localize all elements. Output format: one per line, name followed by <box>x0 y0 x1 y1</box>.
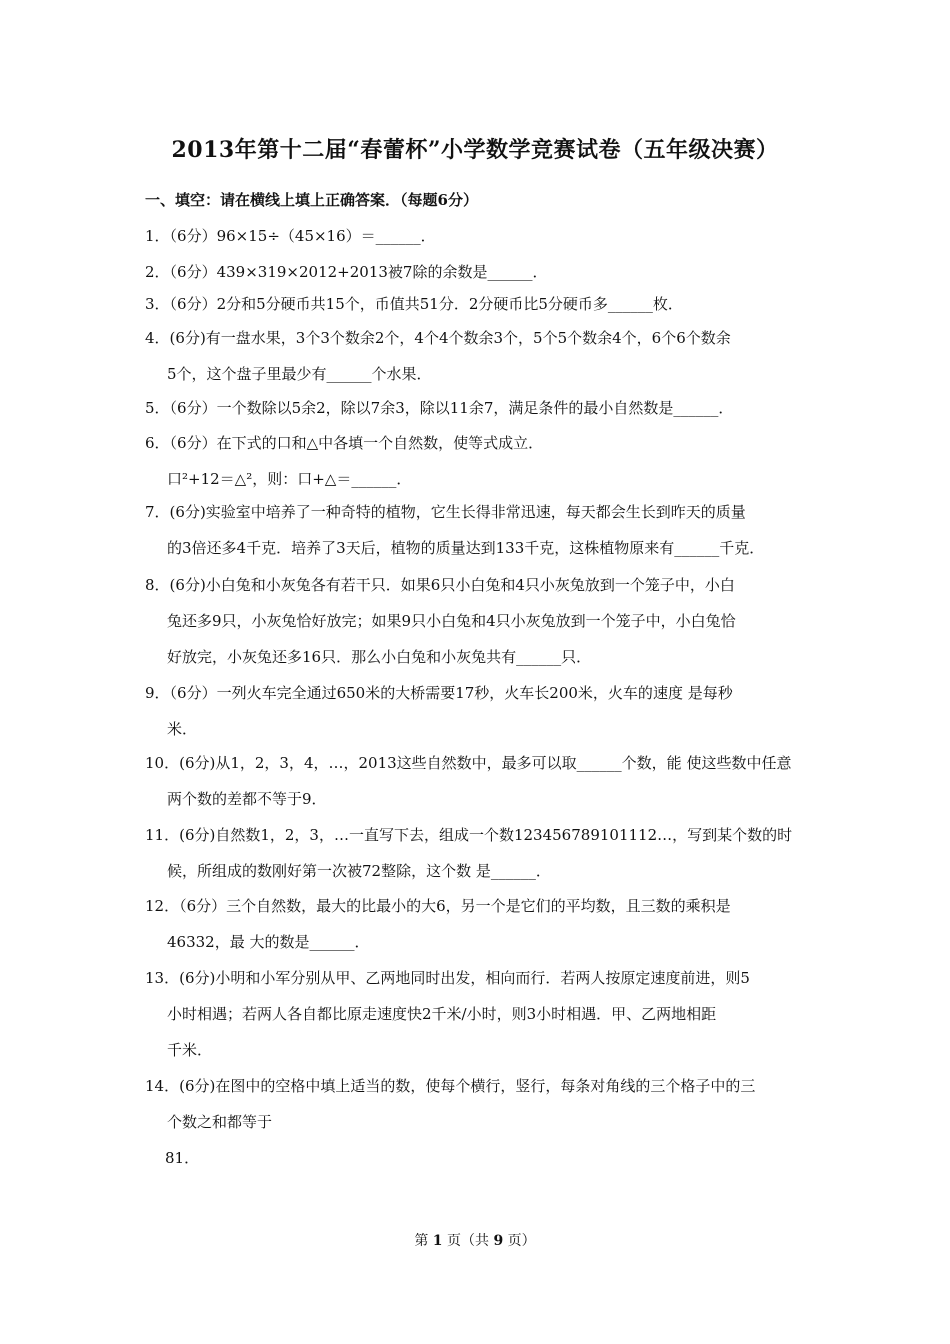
question-line: 口²+12＝△²，则：口+△＝______． <box>167 470 412 488</box>
footer-total-pages: 9 <box>493 1233 504 1249</box>
question-line: 6．（6分）在下式的口和△中各填一个自然数，使等式成立． <box>145 434 544 452</box>
question-line: 3．（6分）2分和5分硬币共15个，币值共51分．2分硬币比5分硬币多______枚． <box>145 295 683 313</box>
section-heading: 一、填空：请在横线上填上正确答案．（每题6分） <box>145 191 478 209</box>
question-2 <box>145 254 810 290</box>
question-6 <box>145 425 810 497</box>
question-4 <box>145 320 810 392</box>
question-line: 千米． <box>167 1041 213 1059</box>
question-5 <box>145 390 810 426</box>
question-10 <box>145 745 810 817</box>
question-line: 好放完，小灰兔还多16只．那么小白兔和小灰兔共有______只． <box>167 648 592 666</box>
question-line: 5．（6分）一个数除以5余2，除以7余3，除以11余7，满足条件的最小自然数是______． <box>145 399 734 417</box>
question-line: 7．(6分)实验室中培养了一种奇特的植物，它生长得非常迅速，每天都会生长到昨天的质量 <box>145 503 746 521</box>
question-1 <box>145 218 810 254</box>
question-line: 兔还多9只，小灰兔恰好放完；如果9只小白兔和4只小灰兔放到一个笼子中，小白兔恰 <box>167 612 736 630</box>
question-line: 2．（6分）439×319×2012+2013被7除的余数是______． <box>145 263 548 281</box>
question-3 <box>145 286 810 322</box>
question-11 <box>145 817 810 889</box>
question-9 <box>145 675 810 747</box>
question-line: 的3倍还多4千克．培养了3天后，植物的质量达到133千克，这株植物原来有______千克． <box>167 539 765 557</box>
question-line: 候，所组成的数刚好第一次被72整除，这个数 是______． <box>167 862 551 880</box>
question-13 <box>145 960 810 1068</box>
question-12 <box>145 888 810 960</box>
question-line: 10．(6分)从1，2，3，4，…，2013这些自然数中，最多可以取______个数，能 使这些数中任意 <box>145 754 792 772</box>
question-8 <box>145 567 810 675</box>
question-line: 小时相遇；若两人各自都比原走速度快2千米/小时，则3小时相遇．甲、乙两地相距 <box>167 1005 717 1023</box>
footer-middle: 页（共 <box>447 1233 489 1249</box>
question-7 <box>145 494 810 566</box>
footer-page-number: 1 <box>432 1233 443 1249</box>
question-14 <box>145 1068 810 1176</box>
question-line: 13．(6分)小明和小军分别从甲、乙两地同时出发，相向而行．若两人按原定速度前进，则5 <box>145 969 750 987</box>
question-line: 14．(6分)在图中的空格中填上适当的数，使每个横行，竖行，每条对角线的三个格子中的三 <box>145 1077 756 1095</box>
question-line: 个数之和都等于 <box>167 1113 273 1131</box>
page-title: 2013年第十二届“春蕾杯”小学数学竞赛试卷（五年级决赛） <box>171 137 779 163</box>
question-line: 9．（6分）一列火车完全通过650米的大桥需要17秒，火车长200米，火车的速度 是每秒 <box>145 684 733 702</box>
page-footer <box>0 1230 950 1250</box>
footer-prefix: 第 <box>414 1233 429 1249</box>
question-line: 4．(6分)有一盘水果，3个3个数余2个，4个4个数余3个，5个5个数余4个，6个6个数余 <box>145 329 731 347</box>
question-line: 11．(6分)自然数1，2，3，…一直写下去，组成一个数123456789101112…，写到某个数的时 <box>145 826 793 844</box>
question-line: 12．（6分）三个自然数，最大的比最小的大6，另一个是它们的平均数，且三数的乘积是 <box>145 897 731 915</box>
footer-suffix: 页） <box>507 1233 536 1249</box>
question-line: 两个数的差都不等于9． <box>167 790 327 808</box>
question-line: 1．（6分）96×15÷（45×16）＝______． <box>145 227 436 245</box>
question-line: 81． <box>165 1149 200 1167</box>
question-line: 8．(6分)小白兔和小灰兔各有若干只．如果6只小白兔和4只小灰兔放到一个笼子中，小白 <box>145 576 735 594</box>
question-line: 米． <box>167 720 198 738</box>
question-line: 5个，这个盘子里最少有______个水果． <box>167 365 432 383</box>
question-line: 46332，最 大的数是______． <box>167 933 370 951</box>
